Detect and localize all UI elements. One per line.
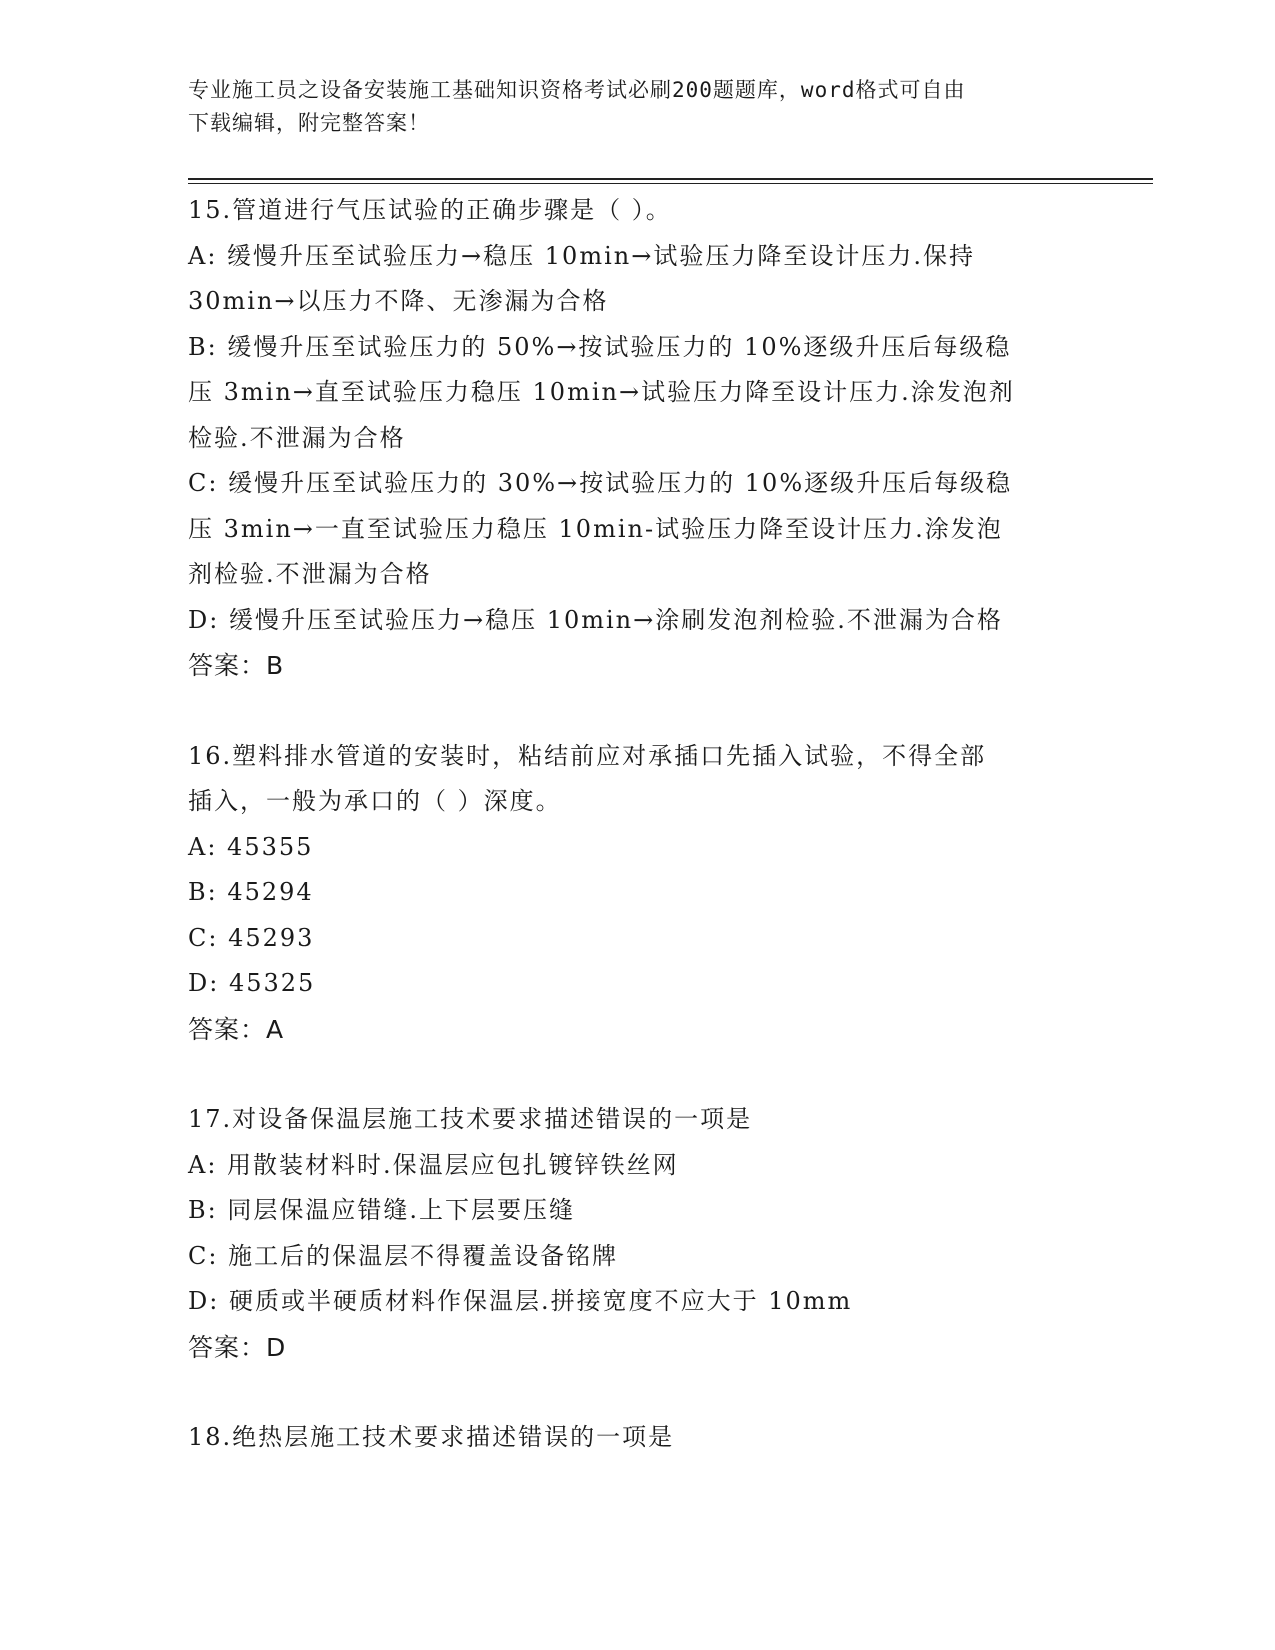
question-16-answer: 答案：A <box>188 1014 285 1044</box>
question-15 <box>188 188 1088 689</box>
header-divider-thin <box>188 183 1153 184</box>
question-15-text-line: A: 缓慢升压至试验压力→稳压 10min→试验压力降至设计压力.保持 <box>188 241 975 270</box>
question-15-text-line: B: 缓慢升压至试验压力的 50%→按试验压力的 10%逐级升压后每级稳 <box>188 332 1012 361</box>
question-15-text-line: 30min→以压力不降、无渗漏为合格 <box>188 287 609 315</box>
question-15-answer: 答案：B <box>188 651 285 680</box>
question-16-stem: 16.塑料排水管道的安装时，粘结前应对承插口先插入试验，不得全部 <box>188 741 987 770</box>
header-divider-thick <box>188 178 1153 180</box>
question-16-option-c: C: 45293 <box>188 923 315 952</box>
question-18 <box>188 1415 1088 1461</box>
question-15-text-line: 检验.不泄漏为合格 <box>188 423 406 452</box>
question-15-text-line: D: 缓慢升压至试验压力→稳压 10min→涂刷发泡剂检验.不泄漏为合格 <box>188 605 1003 634</box>
question-16-text-line: 插入，一般为承口的（ ）深度。 <box>188 787 562 815</box>
question-17-option-d: D: 硬质或半硬质材料作保温层.拼接宽度不应大于 10mm <box>188 1287 853 1315</box>
question-17-answer: 答案：D <box>188 1332 287 1362</box>
header-line-1: 专业施工员之设备安装施工基础知识资格考试必刷200题题库，word格式可自由 <box>188 78 966 102</box>
question-17-option-a: A: 用散装材料时.保温层应包扎镀锌铁丝网 <box>188 1150 679 1179</box>
question-17-option-b: B: 同层保温应错缝.上下层要压缝 <box>188 1196 575 1224</box>
document-header <box>188 74 1088 140</box>
question-15-text-line: 压 3min→直至试验压力稳压 10min→试验压力降至设计压力.涂发泡剂 <box>188 378 1015 406</box>
question-17 <box>188 1097 1088 1370</box>
question-15-text-line: 剂检验.不泄漏为合格 <box>188 560 432 588</box>
header-line-2: 下载编辑，附完整答案！ <box>188 111 430 135</box>
question-16-option-a: A: 45355 <box>188 832 314 861</box>
question-15-stem: 15.管道进行气压试验的正确步骤是（ ）。 <box>188 196 672 224</box>
question-list <box>188 188 1088 1461</box>
question-16-option-d: D: 45325 <box>188 969 316 997</box>
question-18-stem: 18.绝热层施工技术要求描述错误的一项是 <box>188 1423 675 1451</box>
question-16-option-b: B: 45294 <box>188 878 314 906</box>
question-15-text-line: 压 3min→一直至试验压力稳压 10min-试验压力降至设计压力.涂发泡 <box>188 514 1003 543</box>
question-17-option-c: C: 施工后的保温层不得覆盖设备铭牌 <box>188 1241 619 1270</box>
question-15-text-line: C: 缓慢升压至试验压力的 30%→按试验压力的 10%逐级升压后每级稳 <box>188 469 1013 497</box>
question-17-stem: 17.对设备保温层施工技术要求描述错误的一项是 <box>188 1105 753 1133</box>
question-16 <box>188 734 1088 1053</box>
